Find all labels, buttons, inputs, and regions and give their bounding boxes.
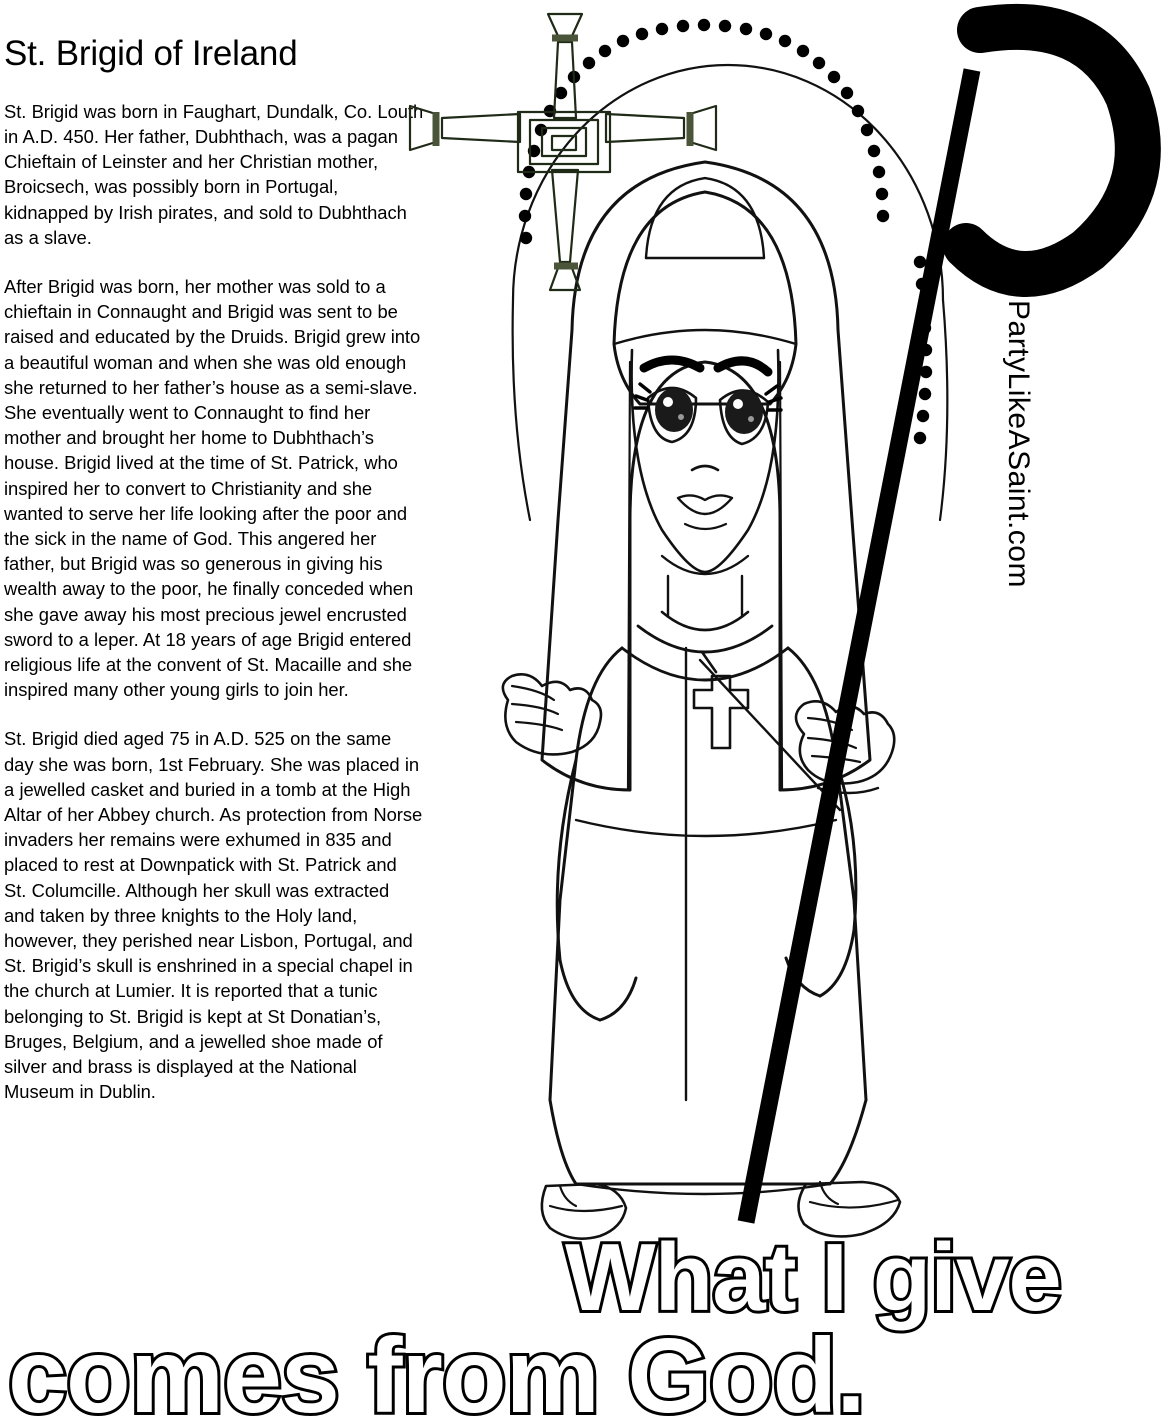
dotted-halo bbox=[519, 19, 932, 444]
biography-text-column bbox=[4, 36, 424, 1104]
face bbox=[632, 350, 781, 630]
page-title: St. Brigid of Ireland bbox=[4, 34, 298, 73]
biography-paragraph-2: After Brigid was born, her mother was sold to a chieftain in Connaught and Brigid was sent to be raised and educated by the Druids. Brigid grew into a beautiful woman and when she was old enough she returned to her father’s house as a semi-slave. She eventually went to Connaught to find her mother and brought her home to Dubhthach’s house. Brigid lived at the time of St. Patrick, who inspired her to convert to Christianity and she wanted to serve her life looking after the poor and the sick in the name of God. This angered her father, but Brigid was so generous in giving his wealth away to the poor, he finally conceded when she gave away his most precious jewel encrusted sword to a leper. At 18 years of age Brigid entered religious life at the convent of St. Macaille and she inspired many other young girls to join her. bbox=[4, 275, 421, 701]
hand-left bbox=[503, 674, 601, 754]
saint-brigid-illustration bbox=[400, 0, 1163, 1260]
biography-paragraph-3: St. Brigid died aged 75 in A.D. 525 on the same day she was born, 1st February. She was placed in a jewelled casket and buried in a tomb at the High Altar of her Abbey church. As protection from Norse invaders her remains were exhumed in 835 and placed to rest at Downpatick with St. Patrick and St. Columcille. Although her skull was extracted and taken by three knights to the Holy land, however, they perished near Lisbon, Portugal, and St. Brigid’s skull is enshrined in a special chapel in the church at Lumier. It is reported that a tunic belonging to St. Brigid is kept at St Donatian’s, Bruges, Belgium, and a jewelled shoe made of silver and brass is displayed at the National Museum in Dublin. bbox=[4, 728, 423, 1103]
collar bbox=[622, 626, 788, 680]
quote-block bbox=[0, 1222, 1163, 1423]
cross-necklace bbox=[694, 652, 748, 748]
crozier-staff bbox=[746, 27, 1138, 1222]
saint-brigids-cross bbox=[410, 14, 716, 290]
biography-paragraph-1: St. Brigid was born in Faughart, Dundalk, Co. Louth in A.D. 450. Her father, Dubhthach, was a pagan Chieftain of Leinster and her Christian mother, Broicsech, was possibly born in Portugal, kidnapped by Irish pirates, and sold to Dubhthach as a slave. bbox=[4, 100, 424, 248]
halo-outline bbox=[513, 65, 948, 520]
quote-line-1: What I give bbox=[565, 1224, 1061, 1331]
quote-line-2: comes from God. bbox=[8, 1317, 865, 1423]
arm-left bbox=[557, 760, 636, 1020]
site-url-watermark: PartyLikeASaint.com bbox=[1002, 300, 1035, 588]
